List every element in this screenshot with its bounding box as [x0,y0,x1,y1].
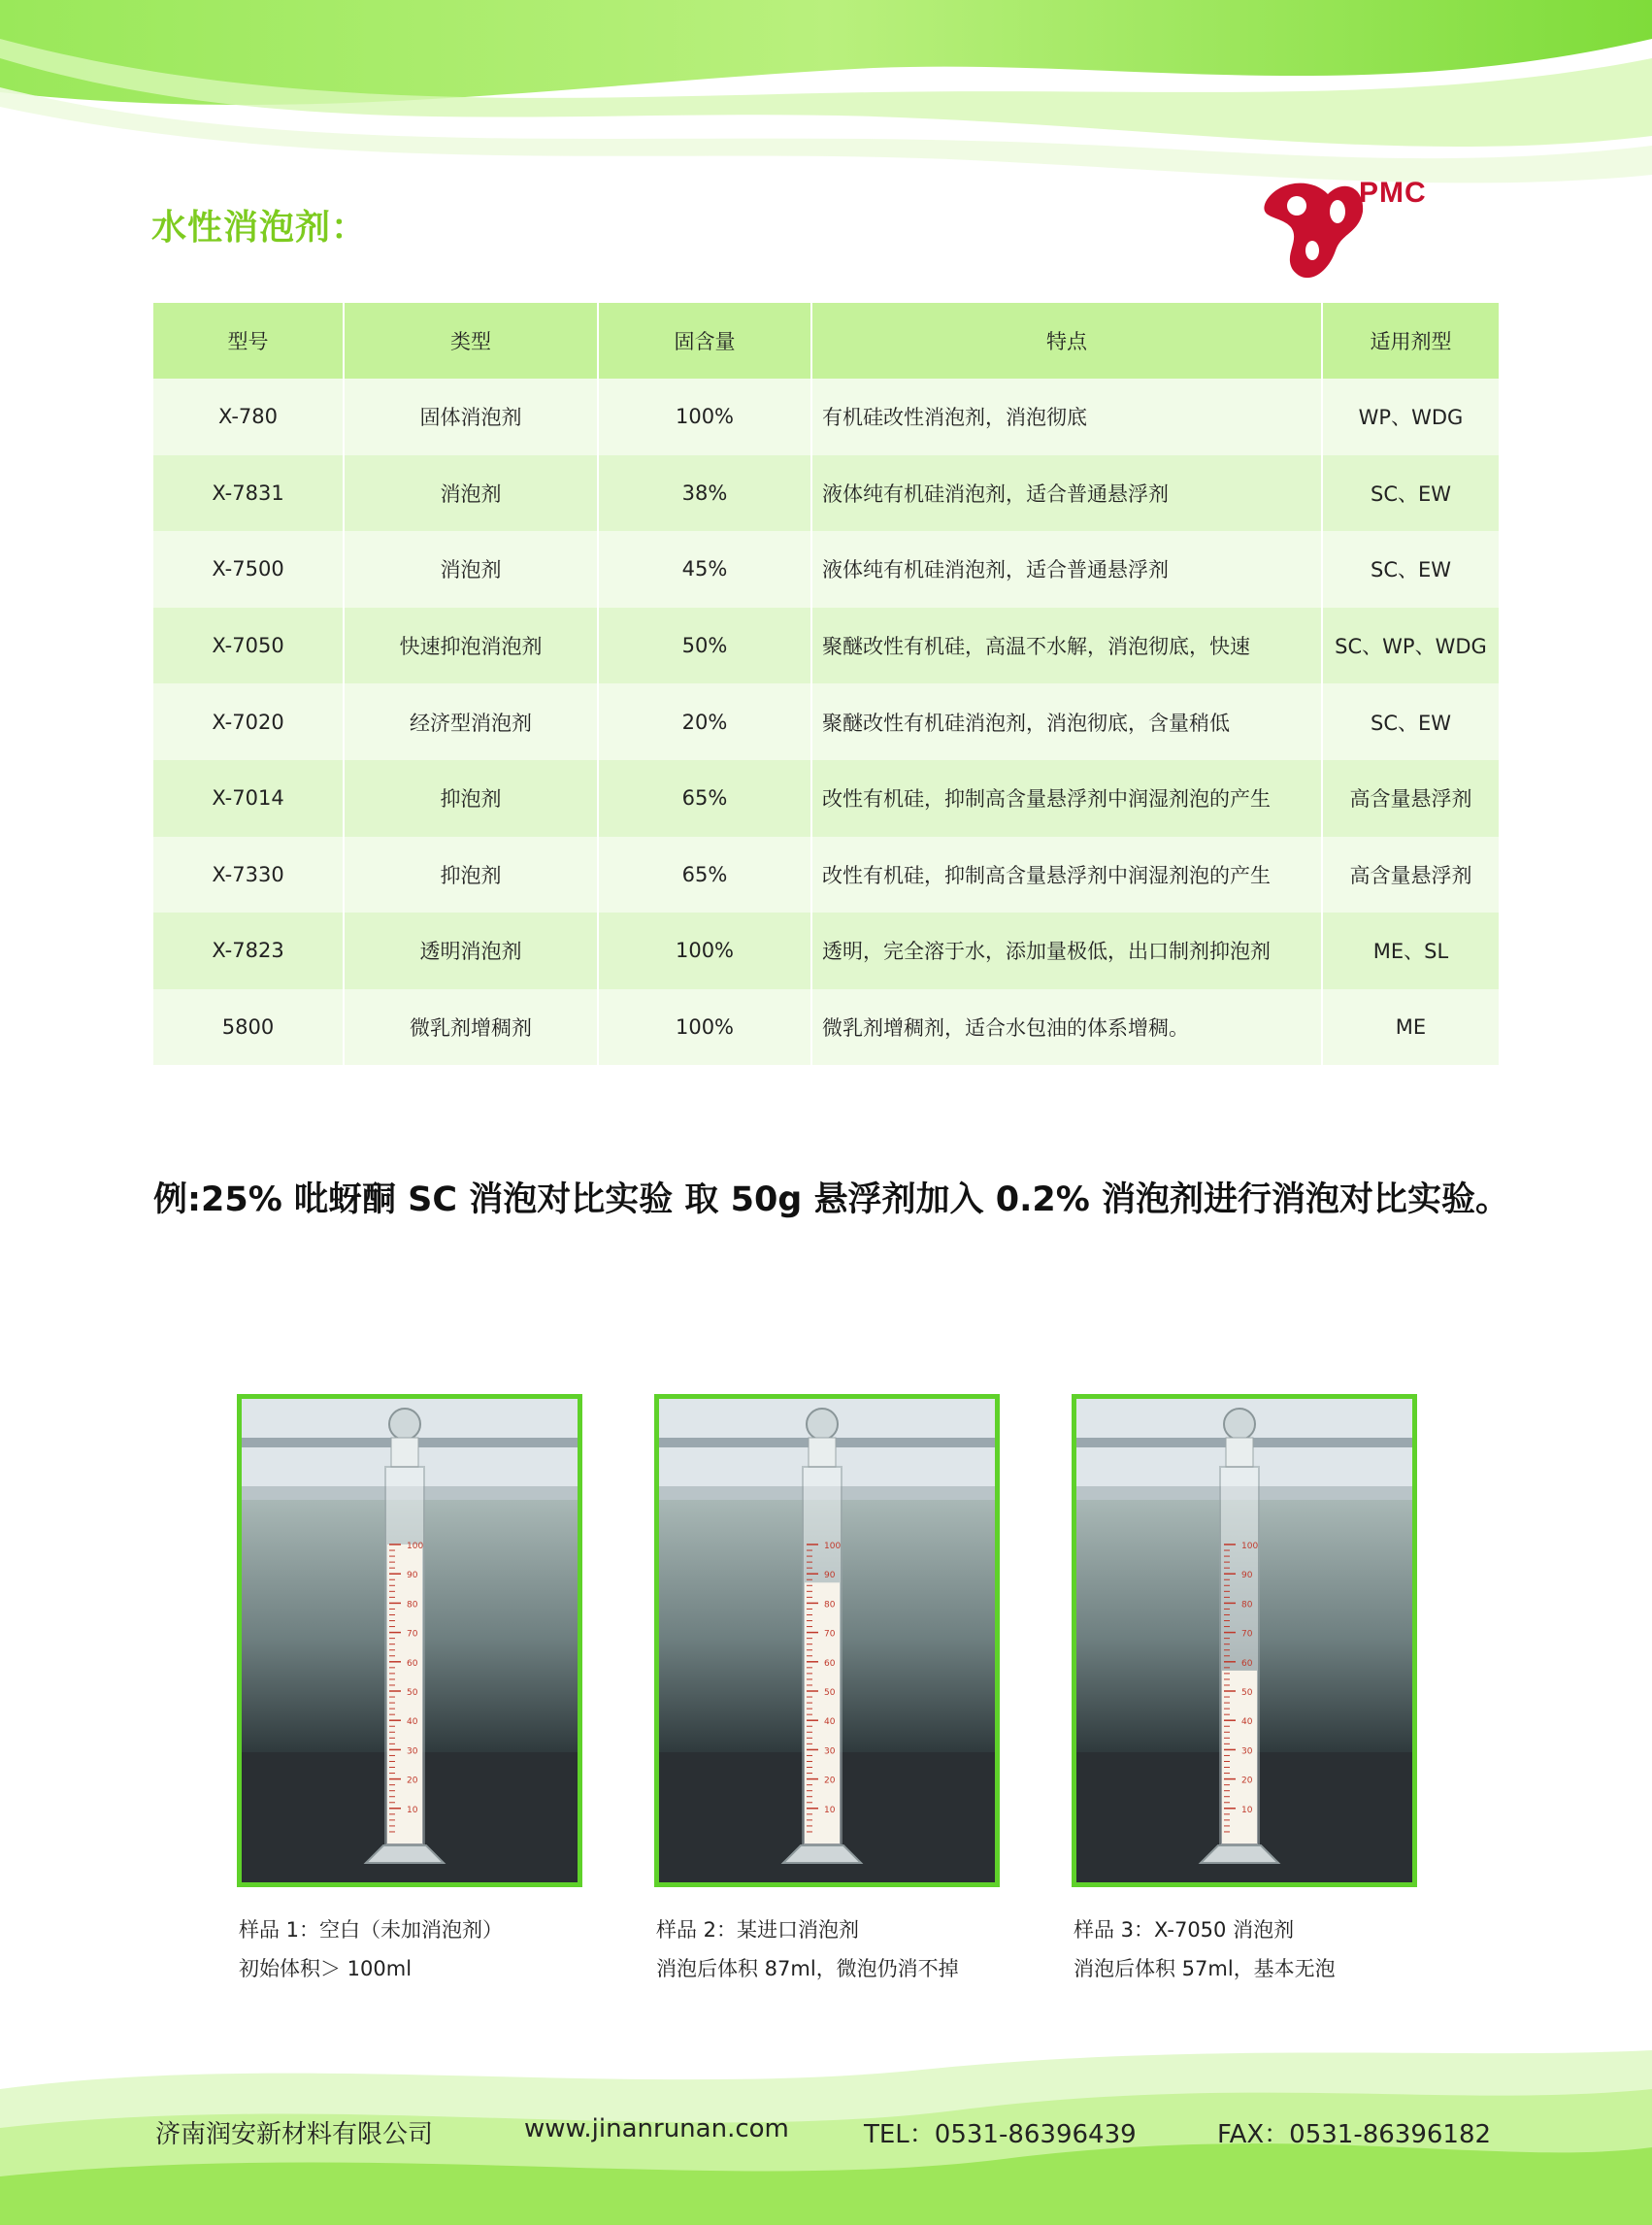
svg-text:40: 40 [1241,1717,1253,1728]
cell-features: 改性有机硅，抑制高含量悬浮剂中润湿剂泡的产生 [811,837,1322,913]
svg-text:30: 30 [1241,1746,1253,1757]
svg-text:40: 40 [824,1717,836,1728]
cell-model: X-7050 [153,608,344,684]
svg-text:70: 70 [824,1629,836,1640]
cell-solid-content: 45% [598,531,811,608]
svg-text:80: 80 [824,1600,836,1611]
cell-solid-content: 20% [598,683,811,760]
cell-features: 透明，完全溶于水，添加量极低，出口制剂抑泡剂 [811,913,1322,989]
cell-features: 液体纯有机硅消泡剂，适合普通悬浮剂 [811,455,1322,532]
sample-caption-result: 初始体积＞ 100ml [239,1957,413,1980]
svg-text:60: 60 [407,1658,418,1669]
cell-solid-content: 50% [598,608,811,684]
cell-model: X-7014 [153,760,344,837]
cell-type: 消泡剂 [344,531,598,608]
column-header-solid-content: 固含量 [598,303,811,379]
cell-features: 有机硅改性消泡剂，消泡彻底 [811,379,1322,455]
svg-text:50: 50 [407,1688,418,1698]
footer-website[interactable]: www.jinanrunan.com [524,2114,789,2143]
sample-caption-2 [656,1910,959,1988]
svg-text:50: 50 [1241,1688,1253,1698]
sample-caption-1 [239,1910,503,1988]
svg-text:70: 70 [1241,1629,1253,1640]
column-header-features: 特点 [811,303,1322,379]
cell-model: X-7020 [153,683,344,760]
table-row [153,379,1499,455]
sample-caption-title: 样品 2：某进口消泡剂 [656,1918,860,1942]
sample-caption-title: 样品 3：X-7050 消泡剂 [1074,1918,1295,1942]
cell-formulation: SC、EW [1322,455,1499,532]
cell-formulation: SC、EW [1322,683,1499,760]
cell-formulation: 高含量悬浮剂 [1322,837,1499,913]
footer-tel: TEL：0531-86396439 [864,2120,1137,2149]
cell-solid-content: 65% [598,837,811,913]
cell-features: 聚醚改性有机硅，高温不水解，消泡彻底，快速 [811,608,1322,684]
sample-caption-3 [1074,1910,1336,1988]
experiment-description: 例:25% 吡蚜酮 SC 消泡对比实验 取 50g 悬浮剂加入 0.2% 消泡剂进行消泡对比实验。 [153,1180,1509,1219]
svg-text:40: 40 [407,1717,418,1728]
table-row [153,913,1499,989]
cell-type: 抑泡剂 [344,760,598,837]
svg-text:90: 90 [1241,1571,1253,1581]
svg-text:30: 30 [407,1746,418,1757]
svg-text:10: 10 [824,1805,836,1815]
svg-text:10: 10 [407,1805,418,1815]
svg-text:60: 60 [1241,1658,1253,1669]
cell-type: 消泡剂 [344,455,598,532]
footer-company: 济南润安新材料有限公司 [155,2120,434,2149]
table-row [153,608,1499,684]
logo-text: PMC [1359,177,1427,209]
cell-formulation: ME [1322,989,1499,1066]
column-header-type: 类型 [344,303,598,379]
cell-features: 聚醚改性有机硅消泡剂，消泡彻底，含量稍低 [811,683,1322,760]
page-title: 水性消泡剂： [151,208,368,248]
sample-photo-3 [1072,1394,1417,1887]
table-header-row [153,303,1499,379]
cell-model: X-7330 [153,837,344,913]
svg-text:60: 60 [824,1658,836,1669]
cell-formulation: WP、WDG [1322,379,1499,455]
cell-model: X-780 [153,379,344,455]
cell-features: 改性有机硅，抑制高含量悬浮剂中润湿剂泡的产生 [811,760,1322,837]
sample-photo-2 [654,1394,1000,1887]
cell-features: 微乳剂增稠剂，适合水包油的体系增稠。 [811,989,1322,1066]
table-row [153,455,1499,532]
table-row [153,683,1499,760]
sample-photo-1 [237,1394,582,1887]
cell-model: X-7500 [153,531,344,608]
sample-caption-result: 消泡后体积 57ml，基本无泡 [1074,1957,1336,1980]
cell-solid-content: 65% [598,760,811,837]
sample-caption-result: 消泡后体积 87ml，微泡仍消不掉 [656,1957,959,1980]
cell-type: 抑泡剂 [344,837,598,913]
cell-type: 微乳剂增稠剂 [344,989,598,1066]
cell-formulation: SC、EW [1322,531,1499,608]
cell-formulation: 高含量悬浮剂 [1322,760,1499,837]
svg-text:100: 100 [407,1542,424,1551]
cell-model: X-7831 [153,455,344,532]
svg-text:90: 90 [824,1571,836,1581]
cell-solid-content: 100% [598,913,811,989]
table-row [153,837,1499,913]
sample-caption-title: 样品 1：空白（未加消泡剂） [239,1918,504,1942]
svg-text:10: 10 [1241,1805,1253,1815]
table-row [153,760,1499,837]
svg-text:20: 20 [1241,1776,1253,1786]
svg-text:100: 100 [824,1542,842,1551]
table-row [153,989,1499,1066]
cell-features: 液体纯有机硅消泡剂，适合普通悬浮剂 [811,531,1322,608]
cell-model: X-7823 [153,913,344,989]
cell-formulation: SC、WP、WDG [1322,608,1499,684]
table-row [153,531,1499,608]
cell-solid-content: 38% [598,455,811,532]
svg-text:20: 20 [824,1776,836,1786]
svg-text:100: 100 [1241,1542,1259,1551]
cell-model: 5800 [153,989,344,1066]
svg-text:80: 80 [407,1600,418,1611]
cell-type: 经济型消泡剂 [344,683,598,760]
cell-type: 固体消泡剂 [344,379,598,455]
column-header-formulation: 适用剂型 [1322,303,1499,379]
cell-solid-content: 100% [598,989,811,1066]
cell-type: 透明消泡剂 [344,913,598,989]
cell-solid-content: 100% [598,379,811,455]
defoamer-spec-table [153,303,1499,1065]
cell-formulation: ME、SL [1322,913,1499,989]
footer-fax: FAX：0531-86396182 [1217,2120,1492,2149]
svg-text:50: 50 [824,1688,836,1698]
svg-text:70: 70 [407,1629,418,1640]
svg-text:30: 30 [824,1746,836,1757]
svg-text:90: 90 [407,1571,418,1581]
cell-type: 快速抑泡消泡剂 [344,608,598,684]
svg-text:20: 20 [407,1776,418,1786]
svg-text:80: 80 [1241,1600,1253,1611]
column-header-model: 型号 [153,303,344,379]
